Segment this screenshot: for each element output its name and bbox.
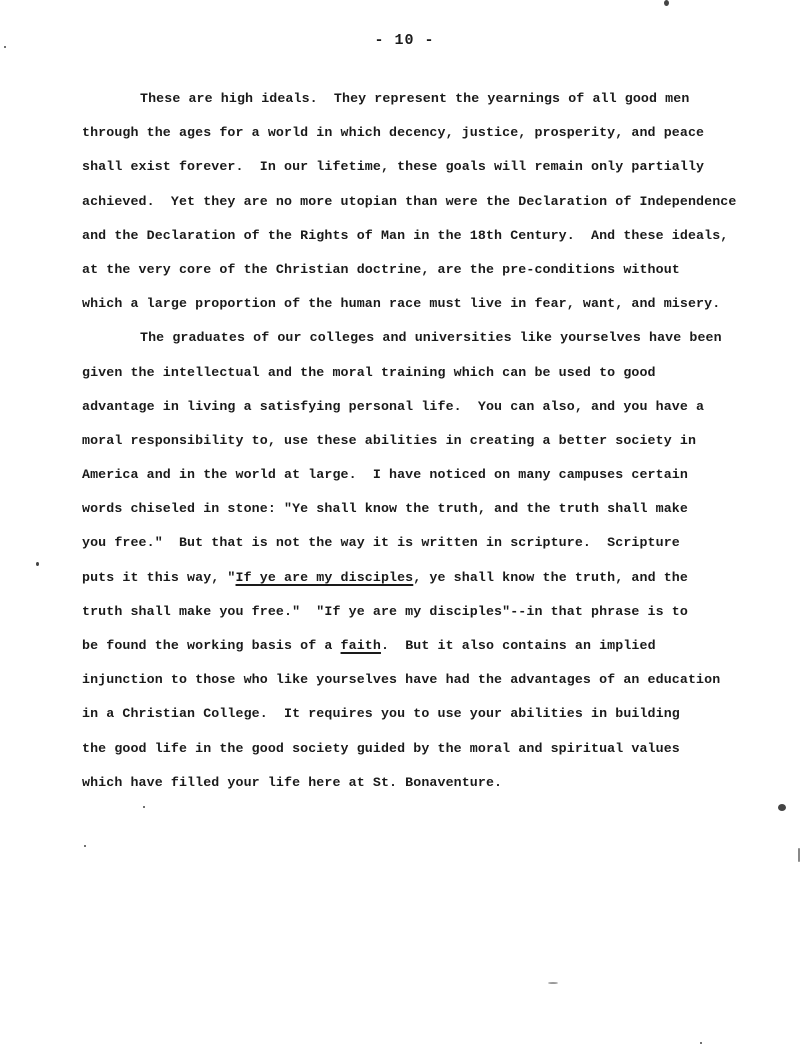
scan-speck (664, 0, 669, 6)
text-line: which have filled your life here at St. Bonaventure. (82, 774, 503, 790)
text-line: truth shall make you free." "If ye are my disciples"--in that phrase is to (82, 603, 688, 619)
text-segment: , ye shall know the truth, and the (413, 569, 688, 585)
text-segment: be found the working basis of a (82, 638, 341, 653)
paragraph-1 (82, 82, 772, 321)
text-line: in a Christian College. It requires you to use your abilities in building (82, 706, 680, 722)
text-segment: puts it this way, " (82, 569, 236, 585)
text-line: at the very core of the Christian doctrine, are the pre-conditions without (82, 261, 680, 277)
text-line: words chiseled in stone: "Ye shall know the truth, and the truth shall make (82, 501, 688, 517)
text-line: advantage in living a satisfying personal life. You can also, and you have a (82, 398, 705, 414)
scan-speck (4, 46, 6, 48)
text-line: America and in the world at large. I have noticed on many campuses certain (82, 467, 688, 483)
text-line: These are high ideals. They represent the yearnings of all good men (140, 91, 690, 106)
text-line: The graduates of our colleges and universities like yourselves have been (140, 330, 722, 346)
scan-speck (778, 804, 786, 811)
text-line: shall exist forever. In our lifetime, these goals will remain only partially (82, 159, 705, 175)
text-line: moral responsibility to, use these abilities in creating a better society in (82, 432, 697, 448)
text-line: and the Declaration of the Rights of Man in the 18th Century. And these ideals, (82, 227, 729, 243)
document-body (82, 82, 772, 800)
text-line: you free." But that is not the way it is written in scripture. Scripture (82, 535, 680, 551)
text-segment: . But it also contains an implied (380, 638, 656, 653)
scan-speck (548, 982, 558, 984)
paragraph-2 (82, 321, 772, 800)
text-line: which a large proportion of the human race must live in fear, want, and misery. (82, 296, 721, 312)
text-line (82, 561, 772, 595)
scan-speck (84, 845, 86, 847)
text-line: given the intellectual and the moral training which can be used to good (82, 364, 656, 380)
text-line: through the ages for a world in which decency, justice, prosperity, and peace (82, 125, 705, 141)
scan-speck (798, 848, 800, 862)
underlined-word: faith (340, 638, 381, 653)
text-line (82, 629, 772, 663)
text-line: the good life in the good society guided by the moral and spiritual values (82, 740, 680, 756)
underlined-phrase: If ye are my disciples (235, 569, 414, 585)
scan-speck (700, 1042, 702, 1044)
text-line: achieved. Yet they are no more utopian than were the Declaration of Independence (82, 193, 737, 209)
page-number: - 10 - (374, 32, 435, 49)
scan-speck (36, 562, 39, 566)
text-line: injunction to those who like yourselves have had the advantages of an education (82, 672, 721, 688)
scan-speck (143, 806, 145, 808)
